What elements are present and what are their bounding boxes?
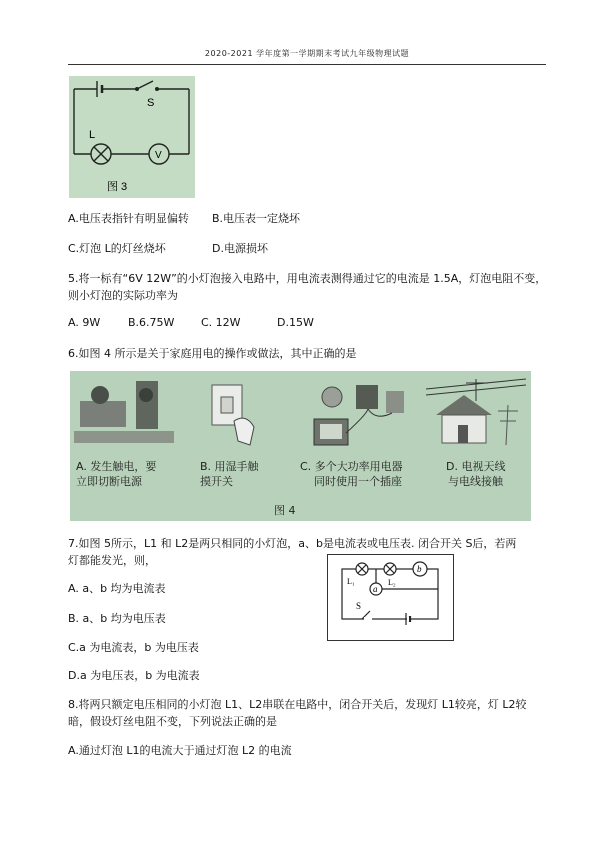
q5-option-d: D.15W — [277, 316, 314, 329]
fig4-panel-a — [74, 375, 182, 487]
q8-stem-line2: 暗，假设灯丝电阻不变，下列说法正确的是 — [68, 715, 277, 728]
q7-option-c: C.a 为电流表，b 为电压表 — [68, 641, 199, 654]
q6-stem: 6.如图 4 所示是关于家庭用电的操作或做法，其中正确的是 — [68, 347, 357, 360]
fig3-label-s: S — [147, 97, 155, 109]
q8-stem-line1: 8.将两只额定电压相同的小灯泡 L1、L2串联在电路中，闭合开关后，发现灯 L1较亮，灯 L2较 — [68, 698, 527, 711]
q4-option-c: C.灯泡 L的灯丝烧坏 — [68, 242, 166, 255]
q5-option-a: A. 9W — [68, 316, 101, 329]
q8-option-a: A.通过灯泡 L1的电流大于通过灯泡 L2 的电流 — [68, 744, 292, 757]
fig4-panel-b-line1: B. 用湿手触 — [200, 460, 259, 473]
q4-option-d: D.电源损坏 — [212, 242, 268, 255]
fig4-panel-b-line2: 摸开关 — [200, 475, 233, 488]
fig4-panel-d-line1: D. 电视天线 — [446, 460, 506, 473]
fig4-panel-a-line2: 立即切断电源 — [76, 475, 142, 488]
fig5-label-l2: L₂ — [388, 578, 396, 587]
q7-option-a: A. a、b 均为电流表 — [68, 582, 166, 595]
header-rule — [68, 64, 546, 65]
q5-option-b: B.6.75W — [128, 316, 175, 329]
page-header: 2020-2021 学年度第一学期期末考试九年级物理试题 — [204, 49, 410, 58]
fig3-caption: 图 3 — [107, 181, 128, 193]
fig4-panel-b-illustration — [190, 375, 270, 455]
fig4-panel-c-line2: 同时使用一个插座 — [314, 475, 402, 488]
fig4-panel-b — [190, 375, 298, 487]
fig4-panel-c — [296, 375, 426, 487]
q5-stem-line1: 5.将一标有“6V 12W”的小灯泡接入电路中，用电流表测得通过它的电流是 1.5A，灯泡电阻不变， — [68, 272, 547, 285]
figure-5-circuit — [328, 555, 453, 640]
q7-stem-line2: 灯都能发光，则， — [68, 554, 156, 567]
fig5-label-b: b — [417, 564, 422, 574]
fig3-label-v: V — [155, 150, 162, 161]
fig4-caption: 图 4 — [274, 504, 296, 517]
fig3-label-l: L — [89, 129, 96, 141]
q7-stem-line1: 7.如图 5所示，L1 和 L2是两只相同的小灯泡，a、b是电流表或电压表. 闭合开关 S后，若两 — [68, 537, 517, 550]
fig4-panel-d-illustration — [426, 375, 526, 455]
fig4-panel-a-illustration — [74, 375, 182, 455]
figure-5 — [327, 554, 454, 641]
figure-3-circuit — [69, 76, 195, 198]
fig4-panel-c-illustration — [296, 375, 426, 455]
q4-option-b: B.电压表一定烧坏 — [212, 212, 301, 225]
fig4-panel-a-line1: A. 发生触电，要 — [76, 460, 157, 473]
q5-stem-line2: 则小灯泡的实际功率为 — [68, 289, 178, 302]
fig5-label-s: S — [356, 601, 362, 611]
fig4-panel-d — [426, 375, 526, 487]
q5-option-c: C. 12W — [201, 316, 241, 329]
q4-option-a: A.电压表指针有明显偏转 — [68, 212, 189, 225]
figure-4 — [70, 371, 531, 521]
q7-option-b: B. a、b 均为电压表 — [68, 612, 166, 625]
fig4-panel-d-line2: 与电线接触 — [448, 475, 503, 488]
q7-option-d: D.a 为电压表，b 为电流表 — [68, 669, 200, 682]
fig4-panel-c-line1: C. 多个大功率用电器 — [300, 460, 403, 473]
figure-3 — [69, 76, 195, 198]
fig5-label-l1: L₁ — [347, 577, 355, 586]
fig5-label-a: a — [373, 584, 378, 594]
